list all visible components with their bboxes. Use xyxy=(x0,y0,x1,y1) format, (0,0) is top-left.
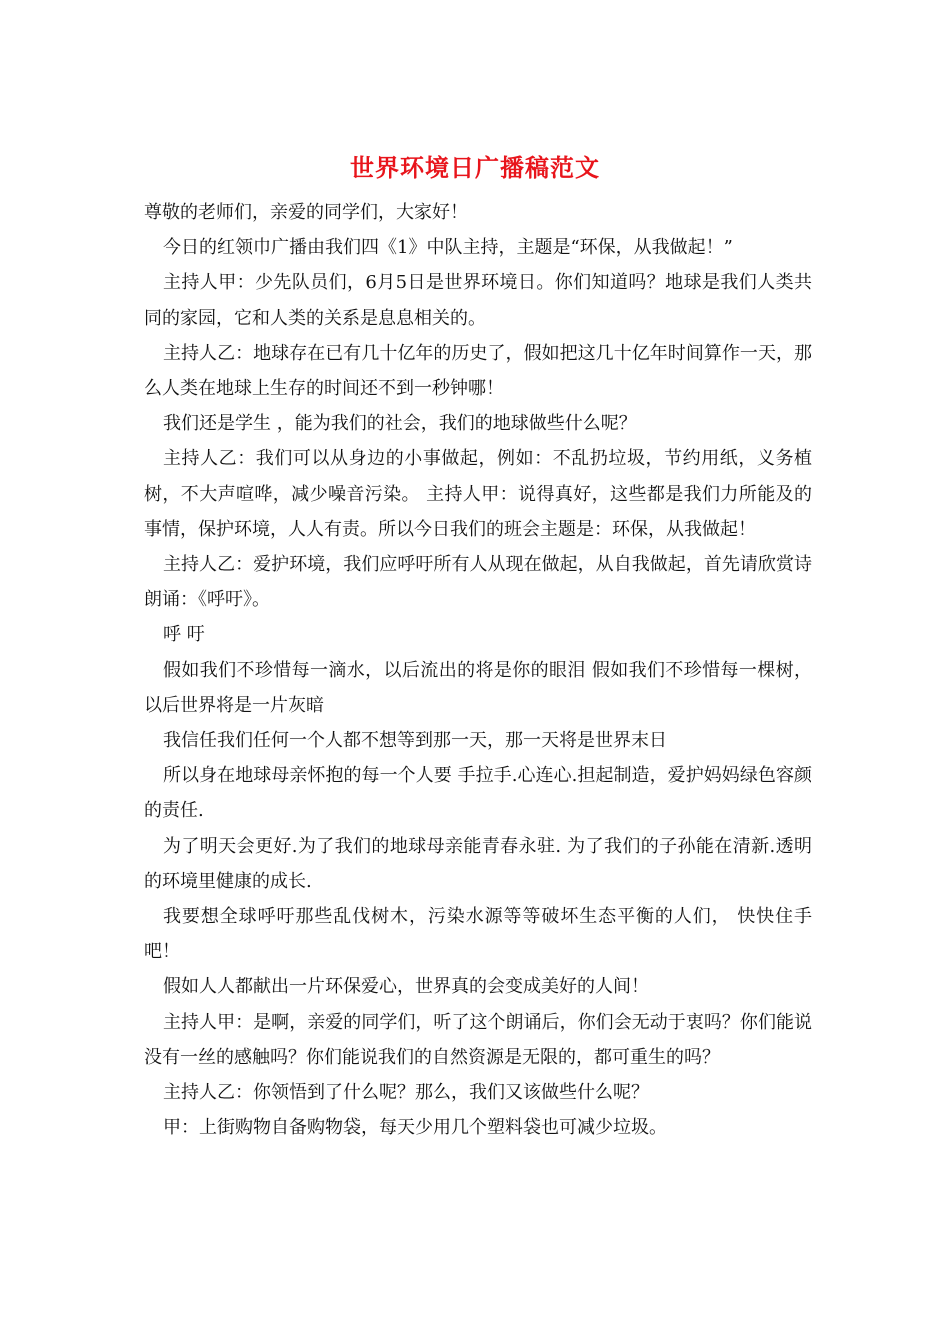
paragraph: 主持人乙：我们可以从身边的小事做起，例如：不乱扔垃圾，节约用纸，义务植树，不大声喧哗，减少噪音污染。 主持人甲：说得真好，这些都是我们力所能及的事情，保护环境，人人有责。所以今日我们的班会主题是：环保，从我做起！ xyxy=(144,448,812,540)
paragraph: 今日的红领巾广播由我们四《1》中队主持，主题是“环保，从我做起！” xyxy=(163,237,733,259)
paragraph: 主持人乙：地球存在已有几十亿年的历史了，假如把这几十亿年时间算作一天，那么人类在地球上生存的时间还不到一秒钟哪！ xyxy=(144,342,812,400)
poem-line: 假如我们不珍惜每一滴水，以后流出的将是你的眼泪 假如我们不珍惜每一棵树，以后世界将是一片灰暗 xyxy=(144,659,812,716)
poem-title: 呼 吁 xyxy=(163,624,205,646)
paragraph: 主持人乙：爱护环境，我们应呼吁所有人从现在做起，从自我做起，首先请欣赏诗朗诵：《呼吁》。 xyxy=(144,554,812,611)
paragraph: 主持人乙：你领悟到了什么呢？那么，我们又该做些什么呢？ xyxy=(163,1082,649,1104)
poem-line: 所以身在地球母亲怀抱的每一个人要 手拉手.心连心.担起制造，爱护妈妈绿色容颜的责任. xyxy=(144,765,812,822)
document-body xyxy=(144,195,812,1145)
poem-line: 假如人人都献出一片环保爱心，世界真的会变成美好的人间！ xyxy=(163,976,649,998)
poem-line: 我信任我们任何一个人都不想等到那一天，那一天将是世界末日 xyxy=(163,730,667,752)
paragraph: 主持人甲：少先队员们，6月5日是世界环境日。你们知道吗？地球是我们人类共同的家园，它和人类的关系是息息相关的。 xyxy=(144,272,812,329)
paragraph-greeting: 尊敬的老师们，亲爱的同学们，大家好！ xyxy=(144,202,468,223)
poem-line: 为了明天会更好.为了我们的地球母亲能青春永驻. 为了我们的子孙能在清新.透明的环境里健康的成长. xyxy=(144,835,812,892)
poem-line: 我要想全球呼吁那些乱伐树木，污染水源等等破坏生态平衡的人们， 快快住手吧！ xyxy=(144,906,812,963)
paragraph: 甲：上街购物自备购物袋，每天少用几个塑料袋也可减少垃圾。 xyxy=(163,1117,667,1139)
paragraph: 我们还是学生 ，能为我们的社会，我们的地球做些什么呢？ xyxy=(163,413,637,435)
paragraph: 主持人甲：是啊，亲爱的同学们，听了这个朗诵后，你们会无动于衷吗？你们能说没有一丝的感触吗？你们能说我们的自然资源是无限的，都可重生的吗？ xyxy=(144,1011,812,1068)
document-title: 世界环境日广播稿范文 xyxy=(350,153,600,182)
